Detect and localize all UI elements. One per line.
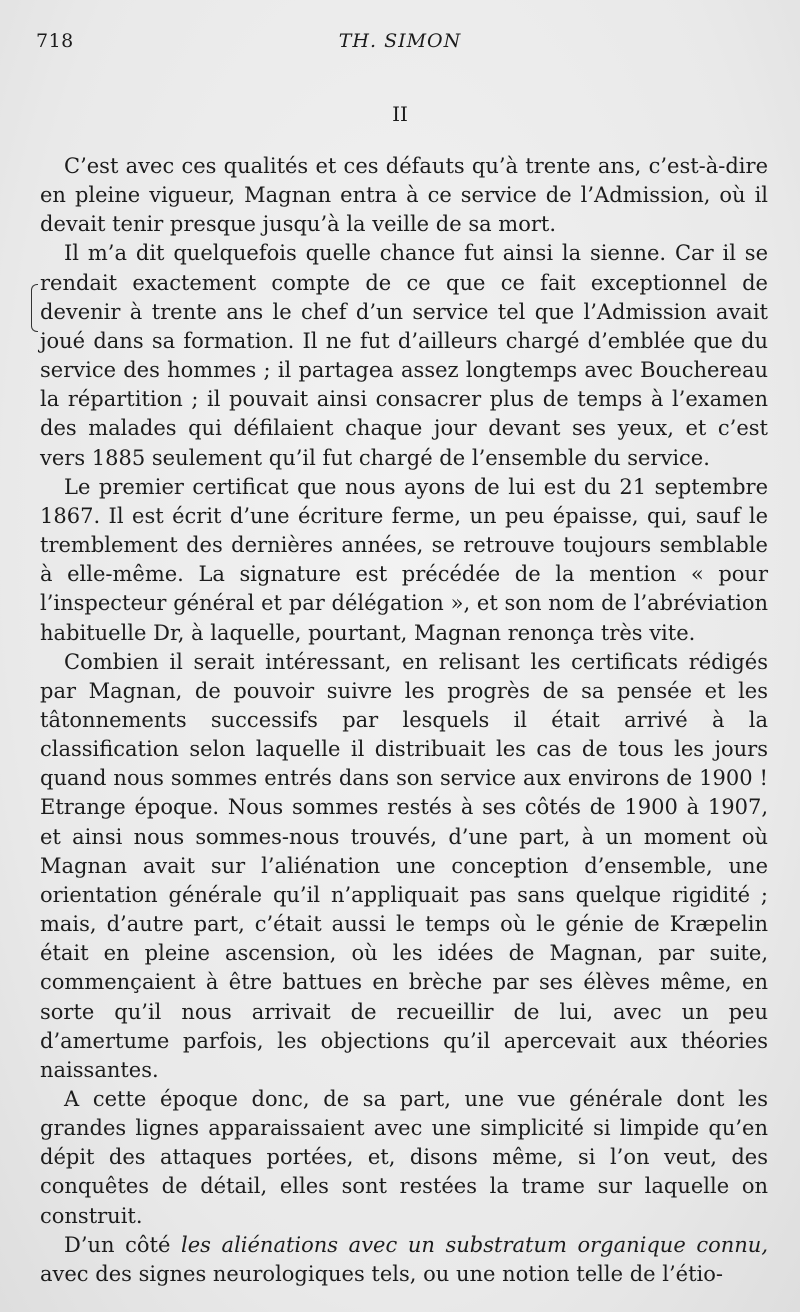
section-heading: II bbox=[392, 102, 408, 126]
page-number: 718 bbox=[36, 30, 74, 52]
paragraph: Le premier certificat que nous ayons de lui est du 21 septembre 1867. Il est écrit d’une écriture ferme, un peu épaisse, qui, sauf le tremblement des dernières années, se retrouve toujours semblable à elle-même. La signature est précédée de la mention « pour l’inspecteur général et par délégation », et son nom de l’abréviation habituelle Dr, à laquelle, pourtant, Magnan renonça très vite. bbox=[40, 474, 768, 645]
margin-bracket-mark bbox=[31, 284, 38, 332]
running-head bbox=[36, 30, 764, 56]
paragraph-last bbox=[40, 1231, 768, 1289]
paragraph: Combien il serait intéressant, en relisant les certificats rédigés par Magnan, de pouvoir suivre les progrès de sa pensée et les tâtonnements successifs par lesquels il était arrivé à la classification selon laquelle il distribuait les cas de tous les jours quand nous sommes entrés dans son service aux environs de 1900 ! Etrange époque. Nous sommes restés à ses côtés de 1900 à 1907, et ainsi nous sommes-nous trouvés, d’une part, à un moment où Magnan avait sur l’aliénation une conception d’ensemble, une orientation générale qu’il n’appliquait pas sans quelque rigidité ; mais, d’autre part, c’était aussi le temps où le génie de Kræpelin était en pleine ascension, où les idées de Magnan, par suite, commençaient à être battues en brèche par ses élèves même, en sorte qu’il nous arrivait de recueillir de lui, avec un peu d’amertume parfois, les objections qu’il apercevait aux théories naissantes. bbox=[40, 649, 768, 1082]
paragraph: C’est avec ces qualités et ces défauts qu’à trente ans, c’est-à-dire en pleine vigueur, Magnan entra à ce service de l’Admission, où il devait tenir presque jusqu’à la veille de sa mort. bbox=[40, 154, 768, 237]
paragraph-emphasis: les aliénations avec un substratum organique connu, bbox=[181, 1232, 769, 1257]
paragraph-lead: D’un côté bbox=[64, 1232, 182, 1257]
paragraph: A cette époque donc, de sa part, une vue générale dont les grandes lignes apparaissaient avec une simplicité si limpide qu’en dépit des attaques portées, et, disons même, si l’on veut, des conquêtes de détail, elles sont restées la trame sur laquelle on construit. bbox=[40, 1087, 768, 1228]
running-head-author: TH. SIMON bbox=[338, 30, 462, 52]
paragraph-tail: avec des signes neurologiques tels, ou une notion telle de l’étio- bbox=[40, 1261, 723, 1286]
body-text bbox=[40, 152, 768, 1289]
paragraph: Il m’a dit quelquefois quelle chance fut ainsi la sienne. Car il se rendait exactement compte de ce que ce fait exceptionnel de devenir à trente ans le chef d’un service tel que l’Admission avait joué dans sa formation. Il ne fut d’ailleurs chargé d’emblée que du service des hommes ; il partagea assez longtemps avec Bouchereau la répartition ; il pouvait ainsi consacrer plus de temps à l’examen des malades qui défilaient chaque jour devant ses yeux, et c’est vers 1885 seulement qu’il fut chargé de l’ensemble du service. bbox=[40, 241, 768, 470]
